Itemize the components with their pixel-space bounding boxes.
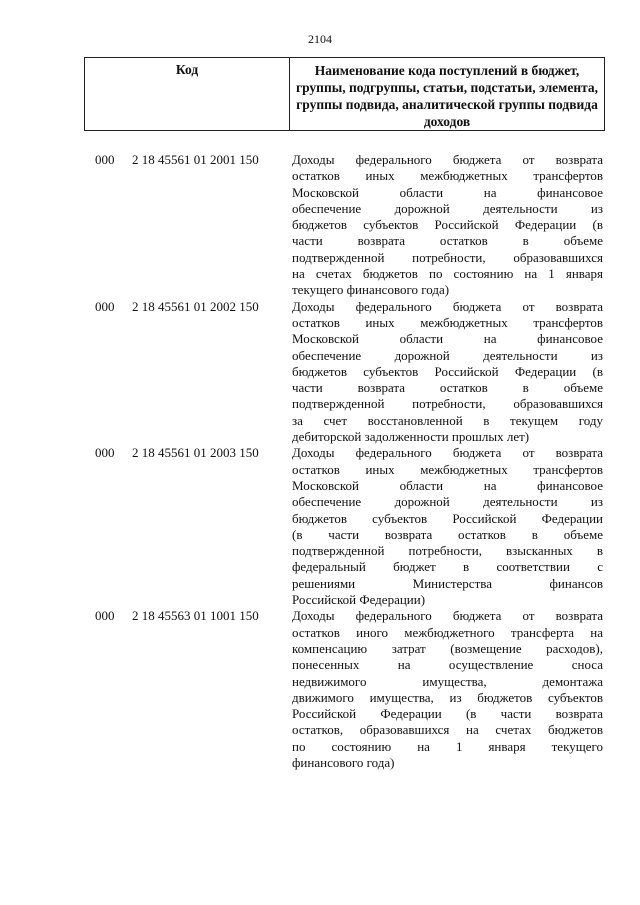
header-name-column: Наименование кода поступлений в бюджет, группы, подгруппы, статьи, подстатьи, элемента, группы подвида, аналитической группы подвида доходов (295, 63, 599, 129)
description-line: части возврата остатков в объеме (292, 380, 603, 396)
description-line: остатков иных межбюджетных трансфертов (292, 168, 603, 184)
admin-code: 000 (95, 152, 115, 167)
admin-code: 000 (95, 445, 115, 461)
description-line: текущего финансового года) (292, 282, 450, 298)
description-line: Доходы федерального бюджета от возврата (292, 152, 603, 167)
description-line: остатков иного межбюджетного трансферта на (292, 624, 603, 640)
revenue-description (292, 152, 603, 299)
description-line: по состоянию на 1 января текущего (292, 738, 603, 754)
description-line: бюджетов субъектов Российской Федерации (в (292, 363, 603, 379)
description-line: понесенных на осуществление сноса (292, 657, 603, 673)
description-line: Российской Федерации (в части возврата (292, 706, 603, 722)
description-line: Московской области на финансовое (292, 331, 603, 347)
revenue-description (292, 445, 603, 608)
description-line: Доходы федерального бюджета от возврата (292, 608, 603, 624)
description-line: Московской области на финансовое (292, 477, 603, 493)
page-number: 2104 (308, 32, 332, 46)
description-line: движимого имущества, из бюджетов субъектов (292, 689, 603, 705)
description-line: части возврата остатков в объеме (292, 233, 603, 249)
description-line: бюджетов субъектов Российской Федерации (в (292, 217, 603, 233)
header-code-column: Код (85, 58, 290, 130)
revenue-code: 2 18 45563 01 1001 150 (132, 608, 259, 624)
description-line: Доходы федерального бюджета от возврата (292, 445, 603, 461)
description-line: за счет восстановленной в текущем году (292, 412, 603, 428)
description-line: Доходы федерального бюджета от возврата (292, 298, 603, 314)
description-line: федеральный бюджет в соответствии с (292, 559, 603, 575)
description-line: обеспечение дорожной деятельности из (292, 347, 603, 363)
description-line: компенсацию затрат (возмещение расходов), (292, 640, 603, 656)
revenue-code: 2 18 45561 01 2001 150 (132, 152, 259, 167)
description-line: финансового года) (292, 754, 395, 770)
description-line: обеспечение дорожной деятельности из (292, 494, 603, 510)
description-line: остатков иных межбюджетных трансфертов (292, 314, 603, 330)
revenue-code: 2 18 45561 01 2002 150 (132, 298, 259, 314)
revenue-description (292, 299, 603, 446)
description-line: обеспечение дорожной деятельности из (292, 200, 603, 216)
revenue-description (292, 608, 603, 771)
description-line: подтвержденной потребности, взысканных в (292, 543, 603, 559)
revenue-code-list (0, 152, 640, 771)
description-line: Российской Федерации) (292, 592, 426, 608)
description-line: подтвержденной потребности, образовавшихся (292, 396, 603, 412)
description-line: (в части возврата остатков в объеме (292, 526, 603, 542)
description-line: остатков иных межбюджетных трансфертов (292, 461, 603, 477)
description-line: остатков, образовавшихся на счетах бюджетов (292, 722, 603, 738)
revenue-code: 2 18 45561 01 2003 150 (132, 445, 259, 461)
table-row (0, 608, 640, 771)
description-line: дебиторской задолженности прошлых лет) (292, 429, 530, 445)
description-line: на счетах бюджетов по состоянию на 1 января (292, 266, 603, 282)
description-line: решениями Министерства финансов (292, 575, 603, 591)
description-line: недвижимого имущества, демонтажа (292, 673, 603, 689)
description-line: Московской области на финансовое (292, 184, 603, 200)
admin-code: 000 (95, 608, 115, 624)
table-row (0, 445, 640, 608)
table-row (0, 152, 640, 299)
table-header (84, 57, 605, 131)
description-line: бюджетов субъектов Российской Федерации (292, 510, 603, 526)
description-line: подтвержденной потребности, образовавшихся (292, 249, 603, 265)
admin-code: 000 (95, 298, 115, 314)
table-row (0, 299, 640, 446)
